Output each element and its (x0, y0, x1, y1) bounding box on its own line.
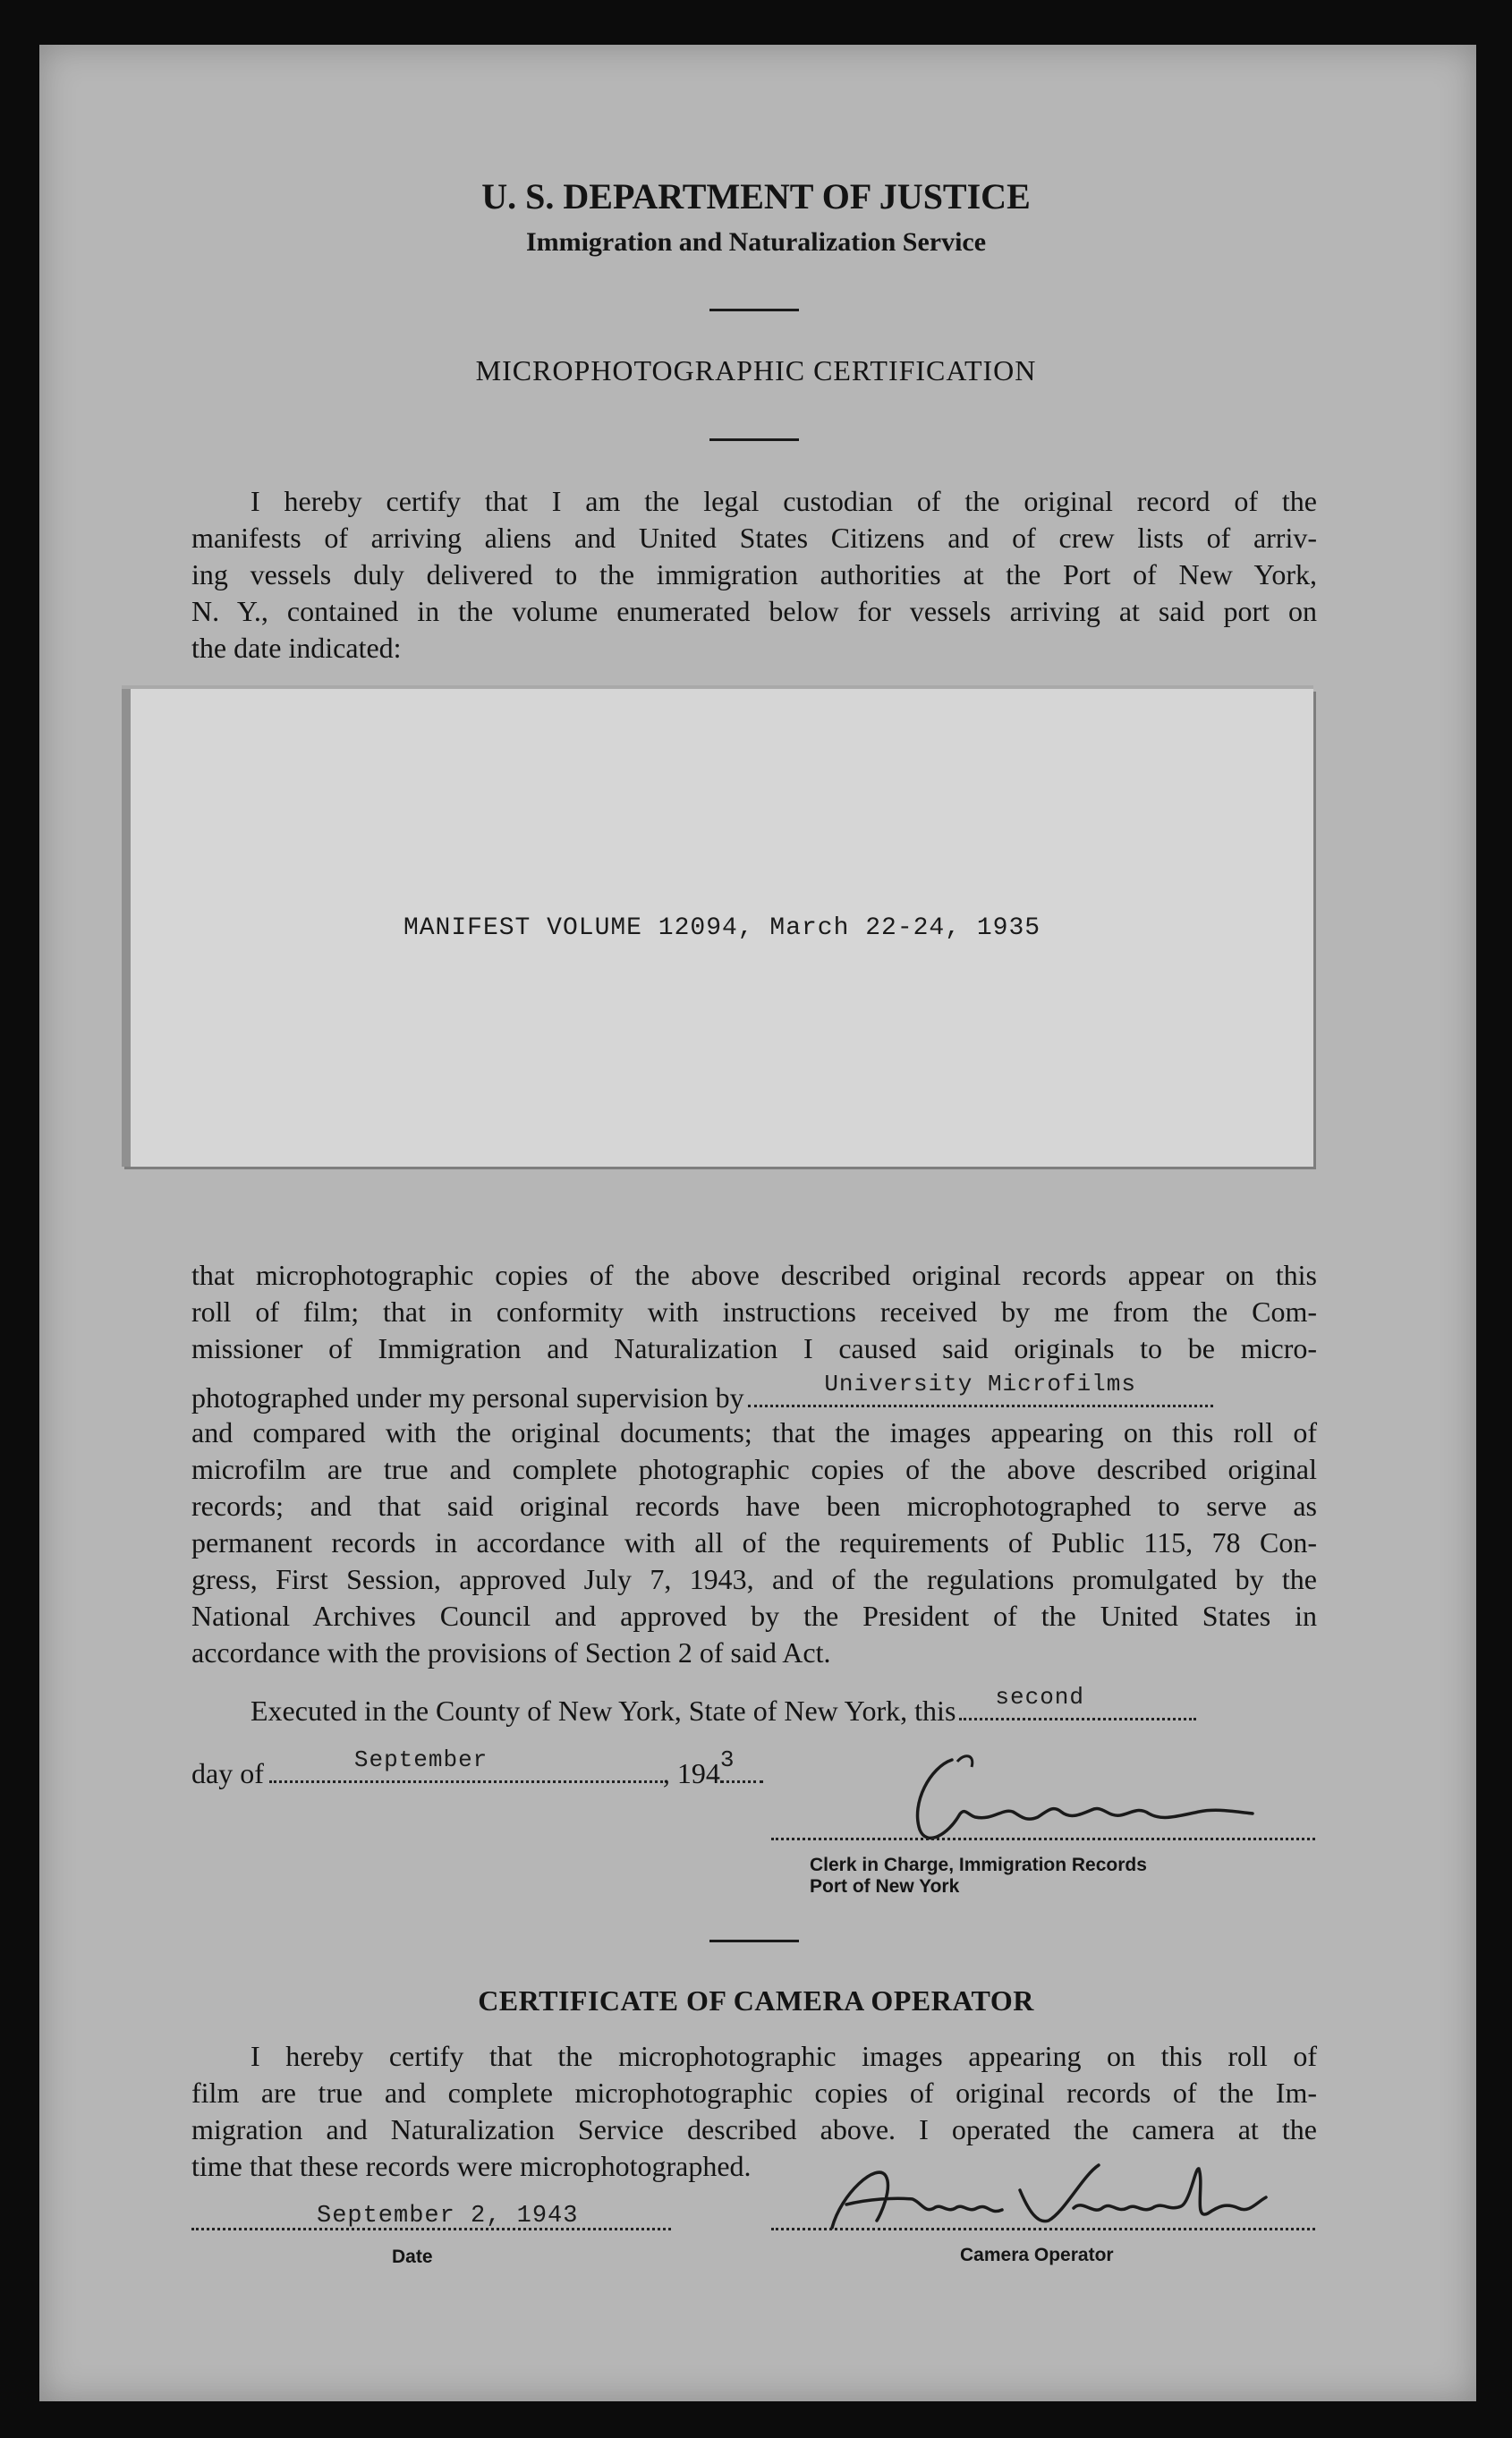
camera-line: I hereby certify that the microphotographic images appearing on this roll of (251, 2040, 1317, 2072)
body-line: National Archives Council and approved by the President of the United States in (191, 1600, 1317, 1632)
camera-line: time that these records were microphotographed. (191, 2150, 752, 2182)
operator-label: Camera Operator (960, 2245, 1114, 2265)
year-value: 3 (719, 1746, 735, 1773)
body-line: roll of film; that in conformity with instructions received by me from the Com- (191, 1295, 1317, 1328)
operator-date-value: September 2, 1943 (317, 2203, 579, 2230)
intro-line: manifests of arriving aliens and United States Citizens and of crew lists of arriv- (191, 522, 1317, 554)
camera-line: film are true and complete microphotographic copies of original records of the Im- (191, 2077, 1317, 2109)
divider (709, 309, 799, 311)
month-value: September (353, 1746, 488, 1773)
intro-line: ing vessels duly delivered to the immigration authorities at the Port of New York, (191, 558, 1317, 590)
supervision-line (191, 1371, 1213, 1416)
clerk-office: Port of New York (810, 1876, 960, 1897)
month-field (269, 1746, 663, 1783)
body-line: microfilm are true and complete photographic copies of the above described original (191, 1453, 1317, 1485)
operator-date-line (191, 2228, 671, 2230)
day-of-label: day of (191, 1757, 264, 1789)
year-prefix: , 194 (662, 1757, 720, 1789)
day-field (959, 1684, 1196, 1720)
clerk-title: Clerk in Charge, Immigration Records (810, 1855, 1147, 1875)
camera-line: migration and Naturalization Service described above. I operated the camera at the (191, 2113, 1317, 2145)
executed-line (251, 1684, 1196, 1729)
body-line: that microphotographic copies of the above described original records appear on this (191, 1259, 1317, 1291)
body-line: gress, First Session, approved July 7, 1943, and of the regulations promulgated by the (191, 1563, 1317, 1595)
body-line: and compared with the original documents; that the images appearing on this roll of (191, 1416, 1317, 1448)
date-line (191, 1746, 763, 1792)
supervision-field (748, 1371, 1213, 1407)
camera-certificate-title: CERTIFICATE OF CAMERA OPERATOR (478, 1984, 1034, 2017)
body-line: permanent records in accordance with all of the requirements of Public 115, 78 Con- (191, 1526, 1317, 1559)
divider (709, 438, 799, 441)
executed-prefix: Executed in the County of New York, State of New York, this (251, 1695, 956, 1727)
operator-date-label: Date (392, 2247, 433, 2267)
year-field (719, 1746, 763, 1783)
body-line: missioner of Immigration and Naturalization I caused said originals to be micro- (191, 1332, 1317, 1364)
supervision-value: University Microfilms (824, 1371, 1136, 1397)
service-subtitle: Immigration and Naturalization Service (525, 227, 987, 257)
operator-signature-line (771, 2228, 1315, 2230)
divider (709, 1940, 799, 1942)
intro-line: I hereby certify that I am the legal custodian of the original record of the (251, 485, 1317, 517)
volume-card (122, 689, 1313, 1167)
body-line: accordance with the provisions of Section 2 of said Act. (191, 1636, 831, 1669)
volume-label: MANIFEST VOLUME 12094, March 22-24, 1935 (403, 914, 1041, 942)
intro-line: N. Y., contained in the volume enumerated below for vessels arriving at said port on (191, 595, 1317, 627)
body-line: records; and that said original records have been microphotographed to serve as (191, 1490, 1317, 1522)
operator-signature (814, 2158, 1279, 2238)
department-title: U. S. DEPARTMENT OF JUSTICE (481, 176, 1031, 217)
intro-line: the date indicated: (191, 632, 402, 664)
day-value: second (995, 1684, 1085, 1711)
certification-title: MICROPHOTOGRAPHIC CERTIFICATION (475, 354, 1037, 387)
clerk-signature (895, 1749, 1306, 1856)
supervision-prefix: photographed under my personal supervision by (191, 1381, 744, 1414)
clerk-signature-line (771, 1838, 1315, 1840)
